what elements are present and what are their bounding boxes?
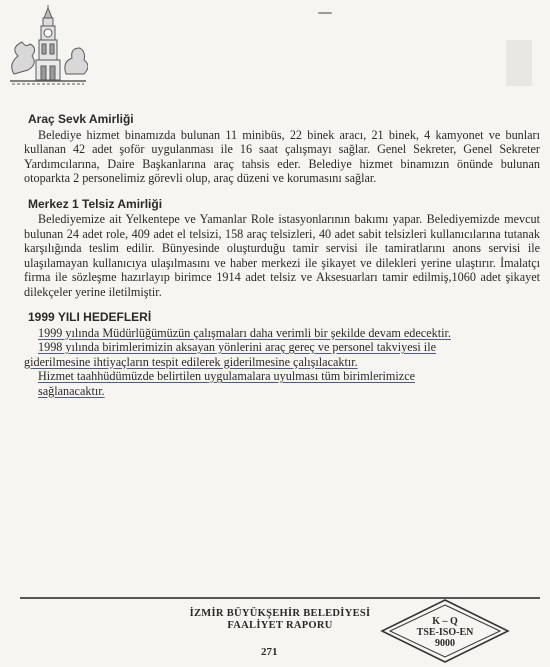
footer-title (180, 608, 380, 632)
footer-line-2: FAALİYET RAPORU (227, 620, 333, 631)
section-paragraph: Belediye hizmet binamızda bulunan 11 minibüs, 22 binek aracı, 21 binek, 4 kamyonet ve bunları kullanan 42 adet şoför uygulanması ile 16 saat çalışmayı sağlar. Genel Sekreter, Genel Sekreter Yardımcılarına, Daire Başkanlarına araç tahsis eder. Belediye hizmet binamızın önünde bulunan otoparkta 2 personelimiz görevli olup, araç düzeni ve korumasını sağlar. (24, 127, 540, 185)
goal-paragraph-2 (24, 340, 540, 369)
goal-paragraph-3 (24, 369, 540, 384)
footer-line-1: İZMİR BÜYÜKŞEHİR BELEDİYESİ (189, 608, 371, 619)
goal-line-1: 1999 yılında Müdürlüğümüzün çalışmaları daha verimli bir şekilde devam edecektir. (38, 325, 451, 340)
goal-paragraph-3-cont (24, 384, 540, 399)
goal-line-3a: Hizmet taahhüdümüzde belirtilen uygulamalara uyulması tüm birimlerimizce (38, 369, 416, 383)
section-title: Araç Sevk Amirliği (28, 112, 134, 126)
watermark-shape (500, 30, 540, 90)
cert-line-1: K – Q (432, 616, 458, 627)
document-body (24, 112, 540, 409)
certification-text (380, 616, 510, 649)
section-telsiz (24, 197, 540, 300)
cert-line-3: 9000 (435, 638, 455, 649)
goal-line-2b: giderilmesine ihtiyaçların tespit edilerek giderilmesine çalışılacaktır. (24, 354, 358, 369)
goal-line-3b: sağlanacaktır. (38, 383, 105, 398)
goals-title: 1999 YILI HEDEFLERİ (28, 310, 152, 324)
section-goals (24, 310, 540, 398)
section-paragraph: Belediyemize ait Yelkentepe ve Yamanlar Role istasyonlarının bakımı yapar. Belediyemizde mevcut bulunan 24 adet role, 409 adet el telsizi, 158 araç telsizleri, 40 adet sabit telsizleri kullanıcılarına tutanak karşılığında teslim edilir. Bünyesinde oluşturduğu tamir servisi ile tamiratlarını anons servisi ile ulaşılamayan kullanıcıya ulaşılmasını ve haber merkezi ile şikayet ve dilekleri yerine ulaştırır. İmalatçı firma ile sözleşme hazırlayıp birimce 1914 adet telsiz ve Aksesuarları tamir edilmiş,1060 adet şikayet dilekçeler yerine iletilmiştir. (24, 212, 540, 299)
section-arac-sevk (24, 112, 540, 186)
page-number: 271 (261, 646, 278, 658)
goal-paragraph-1 (24, 326, 540, 341)
scan-mark (318, 12, 332, 14)
clock-tower-logo-icon (8, 4, 88, 86)
section-title: Merkez 1 Telsiz Amirliği (28, 196, 163, 211)
cert-line-2: TSE-ISO-EN (416, 627, 474, 638)
goal-line-2a: 1998 yılında birimlerimizin aksayan yönlerini araç gereç ve personel takviyesi ile (38, 340, 436, 354)
